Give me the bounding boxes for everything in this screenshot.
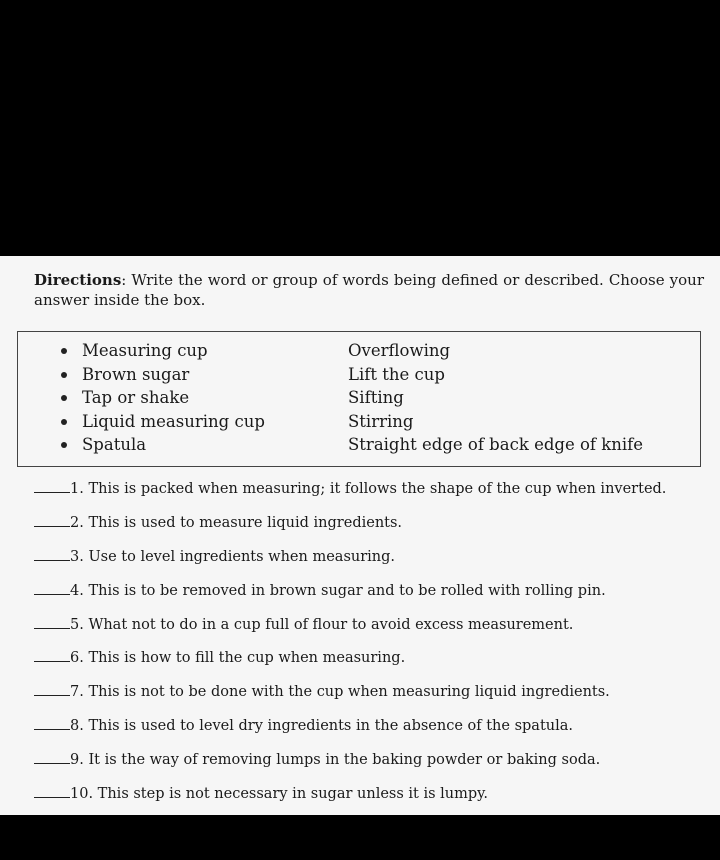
question-item xyxy=(34,749,666,783)
answer-blank[interactable] xyxy=(34,614,70,629)
question-item xyxy=(34,647,666,681)
question-item xyxy=(34,783,666,817)
question-text: 8. This is used to level dry ingredients in the absence of the spatula. xyxy=(70,718,574,735)
answer-blank[interactable] xyxy=(34,715,70,730)
question-item xyxy=(34,478,666,512)
choice-item: Overflowing xyxy=(348,341,451,360)
question-item xyxy=(34,715,666,749)
choice-item: Liquid measuring cup xyxy=(58,410,265,434)
question-text: 6. This is how to fill the cup when measuring. xyxy=(70,650,406,667)
choice-item: Brown sugar xyxy=(58,363,265,387)
directions-label: Directions xyxy=(34,271,122,289)
choices-left xyxy=(58,339,265,457)
answer-blank[interactable] xyxy=(34,512,70,527)
directions xyxy=(34,270,704,310)
answer-blank[interactable] xyxy=(34,478,70,493)
worksheet xyxy=(0,256,720,815)
question-text: 9. It is the way of removing lumps in the baking powder or baking soda. xyxy=(70,752,601,769)
answer-blank[interactable] xyxy=(34,783,70,798)
answer-blank[interactable] xyxy=(34,749,70,764)
answer-blank[interactable] xyxy=(34,546,70,561)
choice-item: Lift the cup xyxy=(348,364,445,384)
question-item xyxy=(34,546,666,580)
choice-item: Sifting xyxy=(348,388,404,407)
question-text: 2. This is used to measure liquid ingredients. xyxy=(70,514,403,531)
choices-right xyxy=(348,339,643,457)
answer-blank[interactable] xyxy=(34,681,70,696)
question-text: 5. What not to do in a cup full of flour to avoid excess measurement. xyxy=(70,616,574,633)
question-text: 7. This is not to be done with the cup when measuring liquid ingredients. xyxy=(70,684,610,701)
question-item xyxy=(34,580,666,614)
question-text: 4. This is to be removed in brown sugar and to be rolled with rolling pin. xyxy=(70,582,606,599)
questions-list xyxy=(34,478,666,817)
question-item xyxy=(34,614,666,648)
choice-item: Tap or shake xyxy=(58,386,265,410)
answer-blank[interactable] xyxy=(34,647,70,662)
question-item xyxy=(34,512,666,546)
answer-blank[interactable] xyxy=(34,580,70,595)
question-item xyxy=(34,681,666,715)
choice-item: Straight edge of back edge of knife xyxy=(348,435,644,454)
question-text: 10. This step is not necessary in sugar unless it is lumpy. xyxy=(70,786,489,803)
choice-item: Spatula xyxy=(58,433,265,457)
choice-item: Measuring cup xyxy=(58,339,265,363)
question-text: 1. This is packed when measuring; it follows the shape of the cup when inverted. xyxy=(70,481,667,497)
question-text: 3. Use to level ingredients when measuring. xyxy=(70,548,396,565)
directions-text: : Write the word or group of words being defined or described. Choose your answer inside the box. xyxy=(34,271,704,309)
choices-box xyxy=(17,331,701,467)
choice-item: Stirring xyxy=(348,411,414,431)
